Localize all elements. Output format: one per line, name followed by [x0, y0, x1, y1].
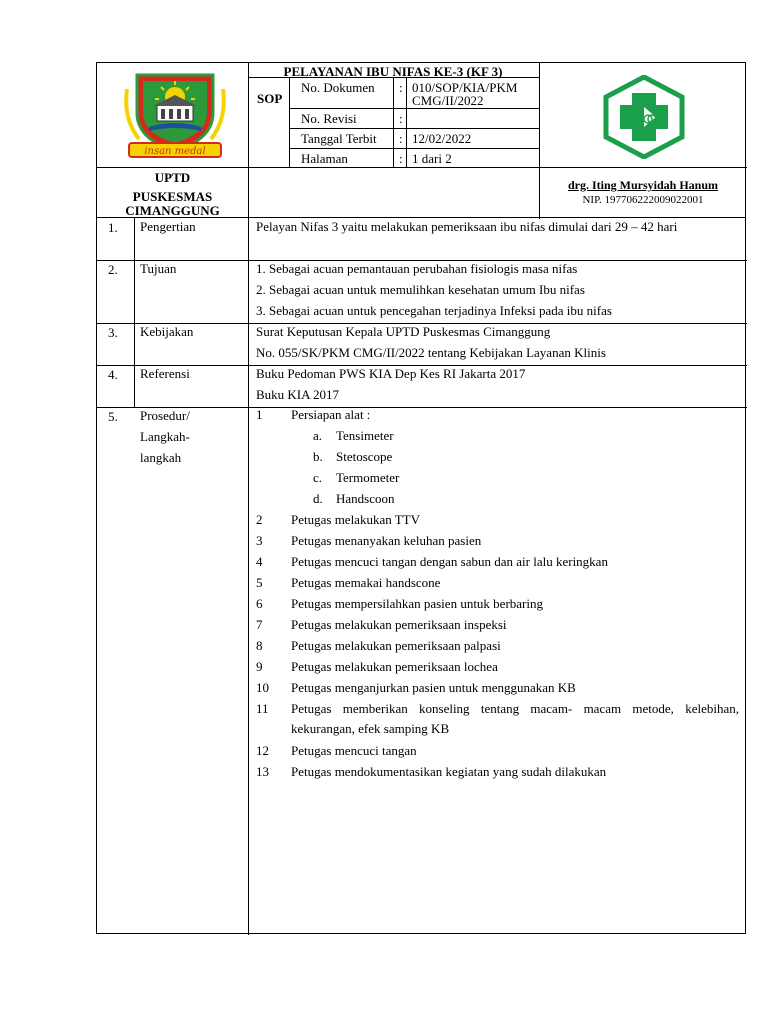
sop-label: SOP [257, 91, 283, 106]
step-number: 2 [256, 512, 263, 527]
institution-line: PUSKESMAS [132, 189, 213, 204]
step-text: Petugas menganjurkan pasien untuk menggunakan KB [291, 680, 576, 695]
meta-label-revision: No. Revisi [301, 111, 357, 126]
step-text: Petugas melakukan pemeriksaan lochea [291, 659, 498, 674]
meta-colon: : [399, 80, 403, 95]
health-cross-logo [602, 75, 686, 159]
step-number: 3 [256, 533, 263, 548]
step-number: 4 [256, 554, 263, 569]
step-text: Petugas menanyakan keluhan pasien [291, 533, 482, 548]
section-label-referensi: Referensi [140, 366, 190, 381]
step-text: Petugas memakai handscone [291, 575, 441, 590]
sub-item-letter: b. [313, 449, 323, 464]
text-line: Buku KIA 2017 [256, 387, 340, 402]
step-number: 6 [256, 596, 263, 611]
content-table [96, 217, 746, 934]
regional-emblem-logo [119, 69, 231, 161]
step-text: Petugas melakukan TTV [291, 512, 421, 527]
section-text-pengertian: Pelayan Nifas 3 yaitu melakukan pemeriksaan ibu nifas dimulai dari 29 – 42 hari [256, 219, 678, 234]
sub-item-text: Termometer [336, 470, 400, 485]
sub-item-letter: d. [313, 491, 323, 506]
document-title: PELAYANAN IBU NIFAS KE-3 (KF 3) [283, 64, 503, 79]
label-line: Langkah- [140, 429, 190, 444]
step-text: Petugas mempersilahkan pasien untuk berbaring [291, 596, 543, 611]
step-number: 8 [256, 638, 263, 653]
section-label-tujuan: Tujuan [140, 261, 177, 276]
step-number: 13 [256, 764, 269, 779]
section-number: 4. [108, 367, 118, 382]
step-number: 12 [256, 743, 269, 758]
section-number: 1. [108, 220, 118, 235]
text-line: Buku Pedoman PWS KIA Dep Kes RI Jakarta 2017 [256, 366, 526, 381]
step-text: Petugas mendokumentasikan kegiatan yang sudah dilakukan [291, 764, 607, 779]
institution-line: UPTD [154, 170, 191, 185]
step-number: 9 [256, 659, 263, 674]
section-text-kebijakan [256, 321, 739, 363]
meta-value-page: 1 dari 2 [412, 151, 452, 166]
section-label-kebijakan: Kebijakan [140, 324, 194, 339]
label-line: Prosedur/ [140, 408, 190, 423]
step-text: Petugas mencuci tangan [291, 743, 417, 758]
label-line: langkah [140, 450, 182, 465]
step-number: 5 [256, 575, 263, 590]
meta-label-doc-number: No. Dokumen [301, 80, 375, 95]
sub-item-letter: a. [313, 428, 323, 443]
institution-line: CIMANGGUNG [125, 203, 220, 218]
sub-item-text: Handscoon [336, 491, 395, 506]
meta-colon: : [399, 111, 403, 126]
text-line: No. 055/SK/PKM CMG/II/2022 tentang Kebijakan Layanan Klinis [256, 345, 606, 360]
list-item: 2. Sebagai acuan untuk memulihkan kesehatan umum Ibu nifas [256, 282, 585, 297]
section-number: 3. [108, 325, 118, 340]
list-item: 3. Sebagai acuan untuk pencegahan terjadinya Infeksi pada ibu nifas [256, 303, 612, 318]
meta-colon: : [399, 151, 403, 166]
section-text-tujuan [256, 258, 739, 321]
step-number: 11 [256, 701, 269, 716]
list-item: 1. Sebagai acuan pemantauan perubahan fisiologis masa nifas [256, 261, 578, 276]
section-number: 2. [108, 262, 118, 277]
meta-label-page: Halaman [301, 151, 348, 166]
meta-label-issue-date: Tanggal Terbit [301, 131, 377, 146]
section-text-referensi [256, 363, 739, 405]
meta-value-doc-number: 010/SOP/KIA/PKM CMG/II/2022 [412, 80, 518, 108]
sub-item-letter: c. [313, 470, 323, 485]
step-number: 1 [256, 407, 263, 422]
step-number: 10 [256, 680, 269, 695]
logo-motto: insan medal [144, 146, 206, 157]
text-line: Surat Keputusan Kepala UPTD Puskesmas Cimanggung [256, 324, 551, 339]
signatory-nip: NIP. 197706222009022001 [582, 194, 704, 206]
institution-name [97, 171, 248, 218]
sub-item-text: Stetoscope [336, 449, 393, 464]
section-label-prosedur [140, 405, 190, 468]
sub-item-text: Tensimeter [336, 428, 394, 443]
step-text: Petugas melakukan pemeriksaan inspeksi [291, 617, 507, 632]
header-table [96, 62, 746, 218]
section-number: 5. [108, 409, 118, 424]
signatory-name: drg. Iting Mursyidah Hanum [567, 178, 719, 192]
step-text: Petugas melakukan pemeriksaan palpasi [291, 638, 501, 653]
step-text: Petugas mencuci tangan dengan sabun dan air lalu keringkan [291, 554, 608, 569]
section-label-pengertian: Pengertian [140, 219, 196, 234]
step-text: Persiapan alat : [291, 407, 371, 422]
meta-colon: : [399, 131, 403, 146]
step-number: 7 [256, 617, 263, 632]
step-text: Petugas memberikan konseling tentang macam- macam metode, kelebihan, kekurangan, efek samping KB [291, 701, 739, 736]
meta-value-issue-date: 12/02/2022 [412, 131, 472, 146]
